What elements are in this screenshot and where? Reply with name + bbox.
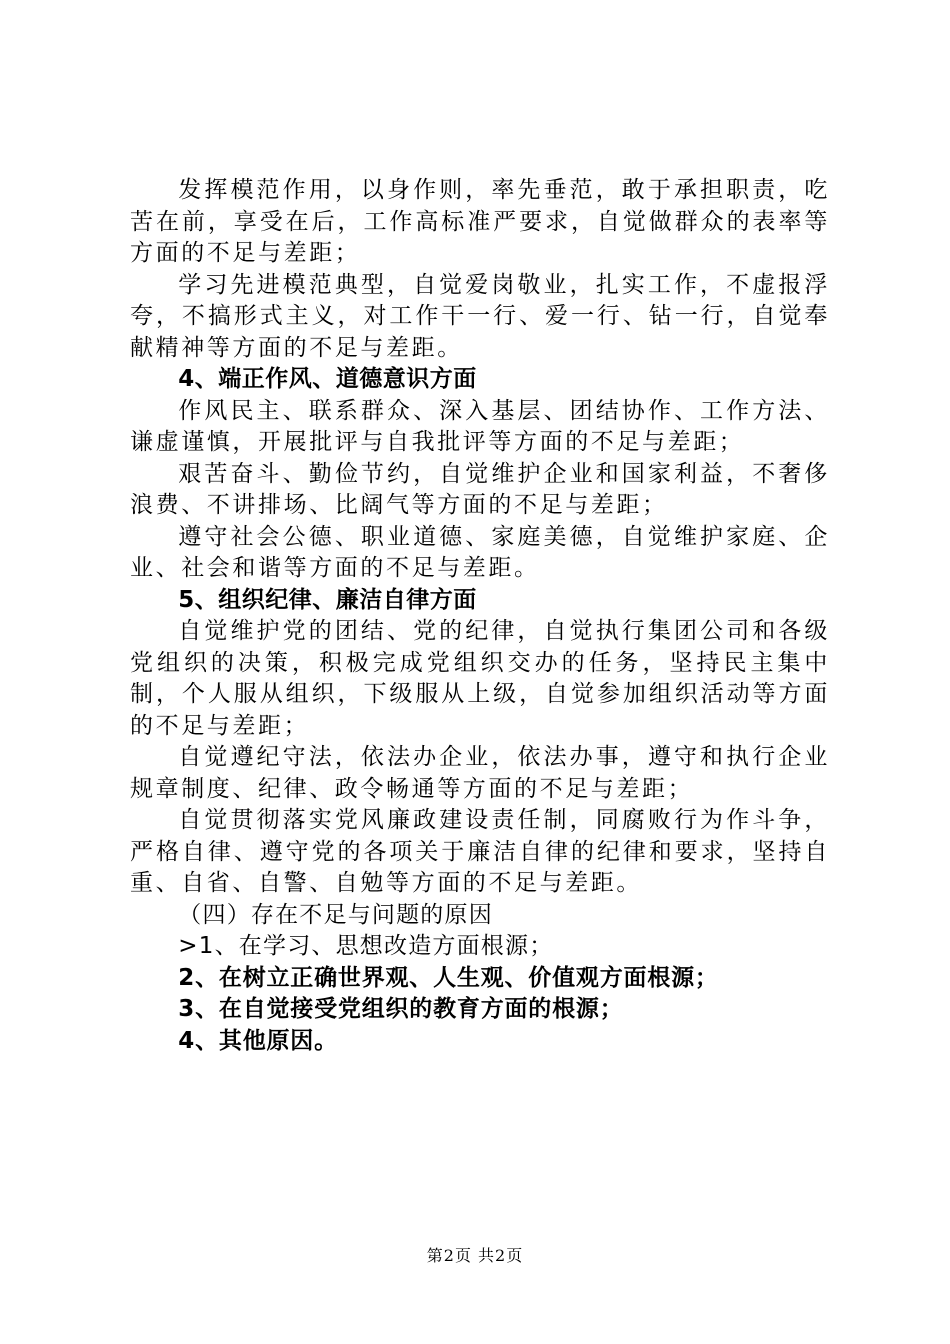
- page-footer: 第2页 共2页: [426, 1246, 524, 1265]
- paragraph-model-role: 发挥模范作用，以身作则，率先垂范，敢于承担职责，吃苦在前，享受在后，工作高标准严要求，自觉做群众的表率等方面的不足与差距；: [130, 177, 830, 266]
- cause-item-1: >1、在学习、思想改造方面根源；: [178, 933, 554, 959]
- paragraph-law-compliance: 自觉遵纪守法，依法办企业，依法办事，遵守和执行企业规章制度、纪律、政令畅通等方面的不足与差距；: [130, 744, 830, 802]
- section-heading-5: 5、组织纪律、廉洁自律方面: [178, 586, 477, 613]
- paragraph-integrity: 自觉贯彻落实党风廉政建设责任制，同腐败行为作斗争，严格自律、遵守党的各项关于廉洁自律的纪律和要求，坚持自重、自省、自警、自勉等方面的不足与差距。: [130, 807, 830, 896]
- paragraph-social-morality: 遵守社会公德、职业道德、家庭美德，自觉维护家庭、企业、社会和谐等方面的不足与差距。: [130, 523, 830, 581]
- document-body: [130, 175, 830, 1057]
- cause-item-2: 2、在树立正确世界观、人生观、价值观方面根源；: [178, 964, 719, 991]
- cause-item-4: 4、其他原因。: [178, 1027, 338, 1054]
- section-heading-4: 4、端正作风、道德意识方面: [178, 366, 477, 392]
- paragraph-learn-models: 学习先进模范典型，自觉爱岗敬业，扎实工作，不虚报浮夸，不搞形式主义，对工作干一行、爱一行、钻一行，自觉奉献精神等方面的不足与差距。: [130, 271, 830, 361]
- paragraph-hard-work: 艰苦奋斗、勤俭节约，自觉维护企业和国家利益，不奢侈浪费、不讲排场、比阔气等方面的不足与差距；: [130, 460, 830, 518]
- paragraph-work-style: 作风民主、联系群众、深入基层、团结协作、工作方法、谦虚谨慎，开展批评与自我批评等方面的不足与差距；: [130, 397, 830, 455]
- paragraph-party-unity: 自觉维护党的团结、党的纪律，自觉执行集团公司和各级党组织的决策，积极完成党组织交办的任务，坚持民主集中制，个人服从组织，下级服从上级，自觉参加组织活动等方面的不足与差距；: [130, 618, 830, 739]
- cause-item-3: 3、在自觉接受党组织的教育方面的根源；: [178, 996, 624, 1022]
- section-heading-causes: （四）存在不足与问题的原因: [178, 901, 493, 928]
